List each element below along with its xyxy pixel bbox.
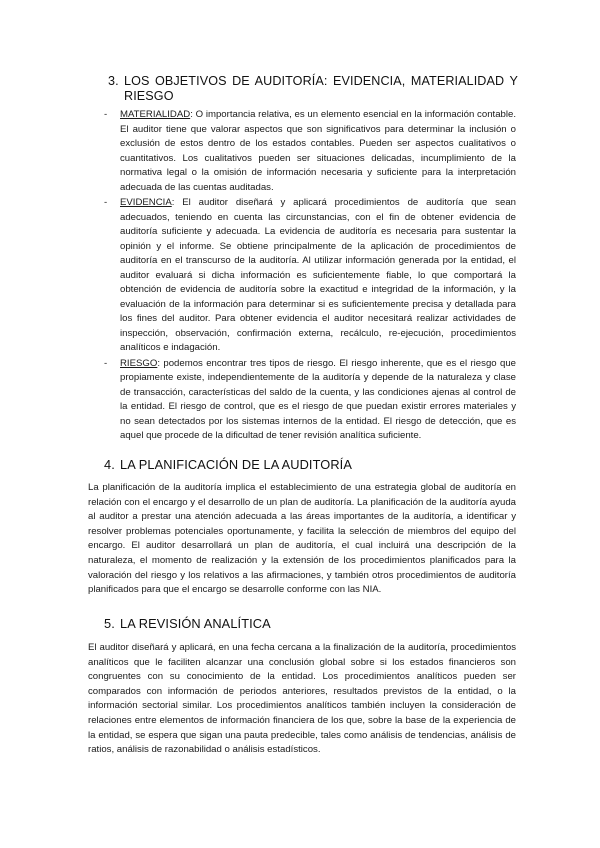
bullet-term-materialidad: MATERIALIDAD <box>120 109 191 120</box>
section-4-heading <box>104 457 352 472</box>
bullet-dash: - <box>104 197 108 208</box>
section-3-heading <box>108 74 518 104</box>
section-5-heading <box>104 616 271 631</box>
section-3-heading-line1 <box>108 74 518 89</box>
section-5-paragraph: El auditor diseñará y aplicará, en una fecha cercana a la finalización de la auditoría, procedimientos analíticos que le faciliten alcanzar una conclusión global sobre si los estados financieros son congruentes con su conocimiento de la entidad. Los procedimientos analíticos pueden ser comparados con información de periodos anteriores, resultados previstos de la entidad, o la información sectorial similar. Los procedimientos analíticos también incluyen la consideración de relaciones entre elementos de información financiera de los que, sobre la base de la experiencia de la entidad, se espera que sigan una pauta predecible, tales como análisis de tendencias, análisis de ratios, análisis de razonabilidad o análisis estadísticos. <box>88 642 516 756</box>
bullet-dash: - <box>104 109 108 120</box>
bullet-riesgo <box>104 357 516 444</box>
section-4-title: LA PLANIFICACIÓN DE LA AUDITORÍA <box>120 457 352 472</box>
section-4-paragraph: La planificación de la auditoría implica el establecimiento de una estrategia global de auditoría en relación con el encargo y el desarrollo de un plan de auditoría. La planificación de la auditoría ayuda al auditor a prestar una atención adecuada a las áreas importantes de la auditoría, a identificar y resolver problemas potenciales oportunamente, y facilita la selección de miembros del equipo del encargo. El auditor desarrollará un plan de auditoría, el cual incluirá una descripción de la naturaleza, el momento de realización y la extensión de los procedimientos planificados para la valoración del riesgo y los relativos a las afirmaciones, y también otros procedimientos de auditoría planificados para que el encargo se desarrolle conforme con las NIA. <box>88 482 516 596</box>
section-3-title-line1: LOS OBJETIVOS DE AUDITORÍA: EVIDENCIA, MATERIALIDAD Y <box>124 74 518 88</box>
bullet-text-materialidad: : O importancia relativa, es un elemento esencial en la información contable. El auditor tiene que valorar aspectos que son significativos para determinar la inclusión o exclusión de estos dentro de los estados contables. Pueden ser aspectos cualitativos o cuantitativos. Los cualitativos pueden ser situaciones delicadas, incumplimiento de la normativa legal o la omisión de información necesaria y suficiente para la interpretación adecuada de las cuentas auditadas. <box>120 109 516 193</box>
section-3-bullet-list <box>104 108 516 445</box>
bullet-materialidad <box>104 108 516 195</box>
bullet-term-evidencia: EVIDENCIA <box>120 197 172 208</box>
section-3-title-line2: RIESGO <box>124 89 174 103</box>
bullet-text-riesgo: : podemos encontrar tres tipos de riesgo. El riesgo inherente, que es el riesgo que propiamente existe, independientemente de la auditoría y depende de la naturaleza y clase de transacción, características del saldo de la cuenta, y las condiciones ajenas al control de la entidad. El riesgo de control, que es el riesgo de que puedan existir errores materiales y no sean detectados por los sistemas internos de la entidad. El riesgo de detección, que es aquel que procede de la dificultad de tener revisión analítica suficiente. <box>120 357 516 441</box>
bullet-text-evidencia: : El auditor diseñará y aplicará procedimientos de auditoría que sean adecuados, teniendo en cuenta las circunstancias, con el fin de obtener evidencia de auditoría suficiente y adecuada. La evidencia de auditoría es necesaria para sustentar la opinión y el informe. Se obtiene principalmente de la aplicación de procedimientos de auditoría en el transcurso de la auditoría. Al utilizar información generada por la entidad, el auditor evaluará si dicha información es suficientemente fiable, lo que comportará la obtención de evidencia de auditoría sobre la exactitud e integridad de la información, y la evaluación de la información para determinar si es suficientemente precisa y detallada para los fines del auditor. Para obtener evidencia el auditor necesitará realizar actividades de inspección, observación, confirmación externa, recálculo, re-ejecución, procedimientos analíticos e indagación. <box>120 197 516 353</box>
section-5-title: LA REVISIÓN ANALÍTICA <box>120 616 271 631</box>
bullet-dash: - <box>104 357 108 369</box>
bullet-term-riesgo: RIESGO <box>120 357 158 369</box>
section-3-number: 3. <box>108 74 119 88</box>
section-5-number: 5. <box>104 616 115 631</box>
bullet-evidencia <box>104 196 516 356</box>
section-4-number: 4. <box>104 457 115 472</box>
